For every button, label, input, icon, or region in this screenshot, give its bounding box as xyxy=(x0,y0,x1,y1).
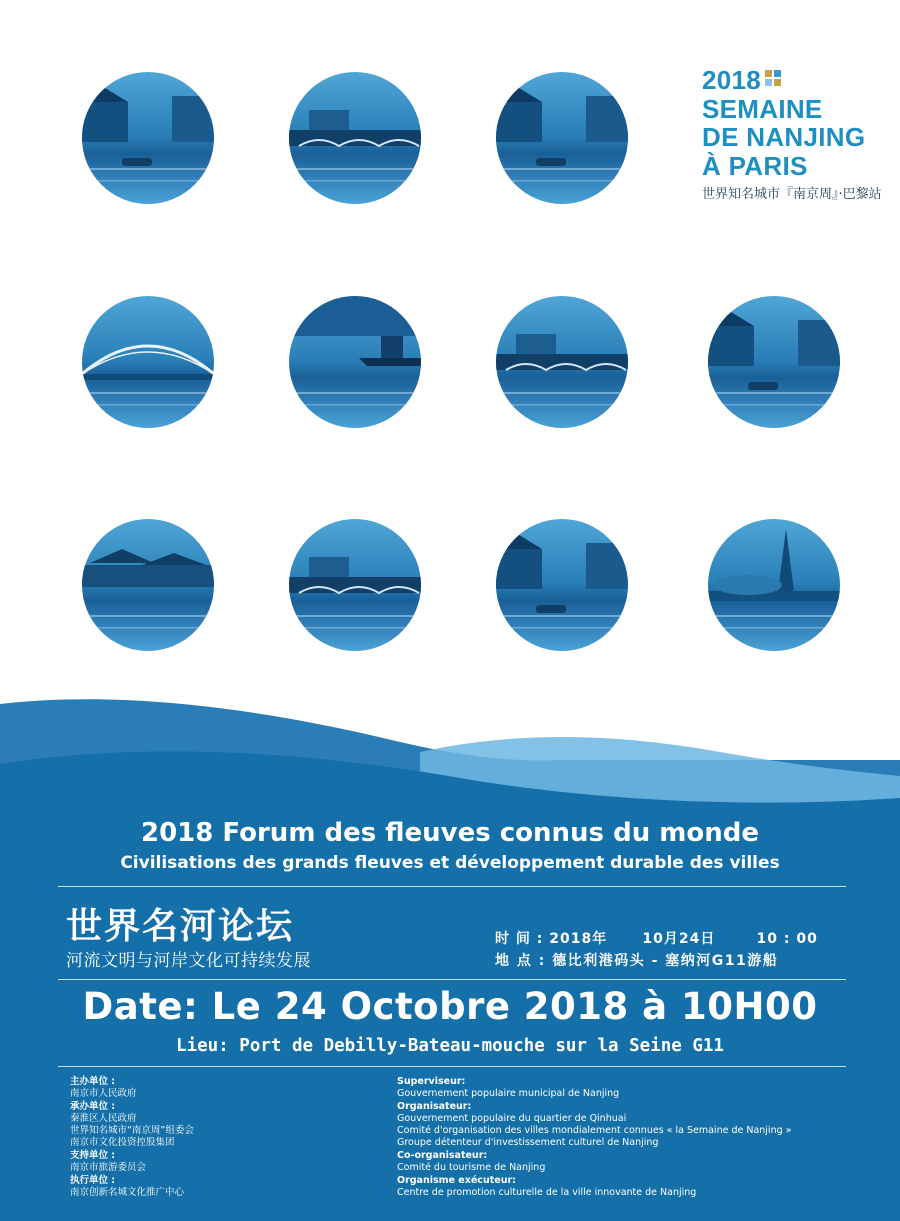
forum-title-cn: 世界名河论坛 xyxy=(66,906,295,947)
event-place-cn: 地 点 : 德比利港码头 - 塞纳河G11游船 xyxy=(495,953,779,969)
organizer-line: 世界知名城市“南京周”组委会 xyxy=(70,1125,194,1136)
organizer-heading: 支持单位 : xyxy=(70,1150,116,1161)
divider xyxy=(58,979,846,980)
forum-subtitle-cn: 河流文明与河岸文化可持续发展 xyxy=(66,951,311,971)
organizer-group xyxy=(70,1076,194,1100)
organizer-line: Gouvernement populaire du quartier de Qinhuai xyxy=(397,1113,627,1124)
organizer-group xyxy=(397,1076,791,1100)
organizer-line: 南京市人民政府 xyxy=(70,1088,137,1099)
organizer-heading: Superviseur: xyxy=(397,1076,466,1087)
event-time-cn: 时 间 : 2018年 10月24日 10 : 00 xyxy=(495,931,818,947)
organizer-heading: Organisme exécuteur: xyxy=(397,1175,516,1186)
organizer-group xyxy=(397,1101,791,1149)
organizer-group xyxy=(70,1150,194,1174)
organizer-group xyxy=(397,1150,791,1174)
organizer-heading: Organisateur: xyxy=(397,1101,472,1112)
organizer-line: Groupe détenteur d'investissement culturel de Nanjing xyxy=(397,1137,659,1148)
divider xyxy=(58,1066,846,1067)
organizer-line: Comité d'organisation des villes mondialement connues « la Semaine de Nanjing » xyxy=(397,1125,792,1136)
divider xyxy=(58,886,846,887)
organizer-line: 南京市旅游委员会 xyxy=(70,1162,147,1173)
brand-line-3: À PARIS xyxy=(702,150,808,181)
organizer-heading: Co-organisateur: xyxy=(397,1150,488,1161)
organizer-line: Comité du tourisme de Nanjing xyxy=(397,1162,546,1173)
brand-line-2: DE NANJING xyxy=(702,122,866,152)
forum-title-fr: 2018 Forum des fleuves connus du monde xyxy=(141,818,759,848)
organizer-line: 南京市文化投资控股集团 xyxy=(70,1137,175,1148)
brand-line-1: SEMAINE xyxy=(702,93,823,124)
organizer-heading: 主办单位 : xyxy=(70,1076,116,1087)
organizer-line: 南京创新名城文化推广中心 xyxy=(70,1187,185,1198)
organizer-heading: 执行单位 : xyxy=(70,1175,116,1186)
brand-year: 2018 xyxy=(702,65,762,95)
event-date-fr: Date: Le 24 Octobre 2018 à 10H00 xyxy=(82,985,818,1028)
event-location-fr: Lieu: Port de Debilly-Bateau-mouche sur la Seine G11 xyxy=(176,1036,724,1056)
organizer-line: Centre de promotion culturelle de la ville innovante de Nanjing xyxy=(397,1187,697,1198)
organizers-french xyxy=(397,1076,791,1200)
brand-chinese-name: 世界知名城市『南京周』·巴黎站 xyxy=(702,187,882,202)
organizer-group xyxy=(70,1175,194,1199)
organizer-group xyxy=(397,1175,791,1199)
organizer-heading: 承办单位 : xyxy=(70,1101,116,1112)
organizer-group xyxy=(70,1101,194,1149)
organizer-line: 秦淮区人民政府 xyxy=(70,1113,137,1124)
forum-subtitle-fr: Civilisations des grands fleuves et développement durable des villes xyxy=(120,853,780,873)
organizer-line: Gouvernement populaire municipal de Nanjing xyxy=(397,1088,620,1099)
organizers-chinese xyxy=(70,1076,194,1200)
